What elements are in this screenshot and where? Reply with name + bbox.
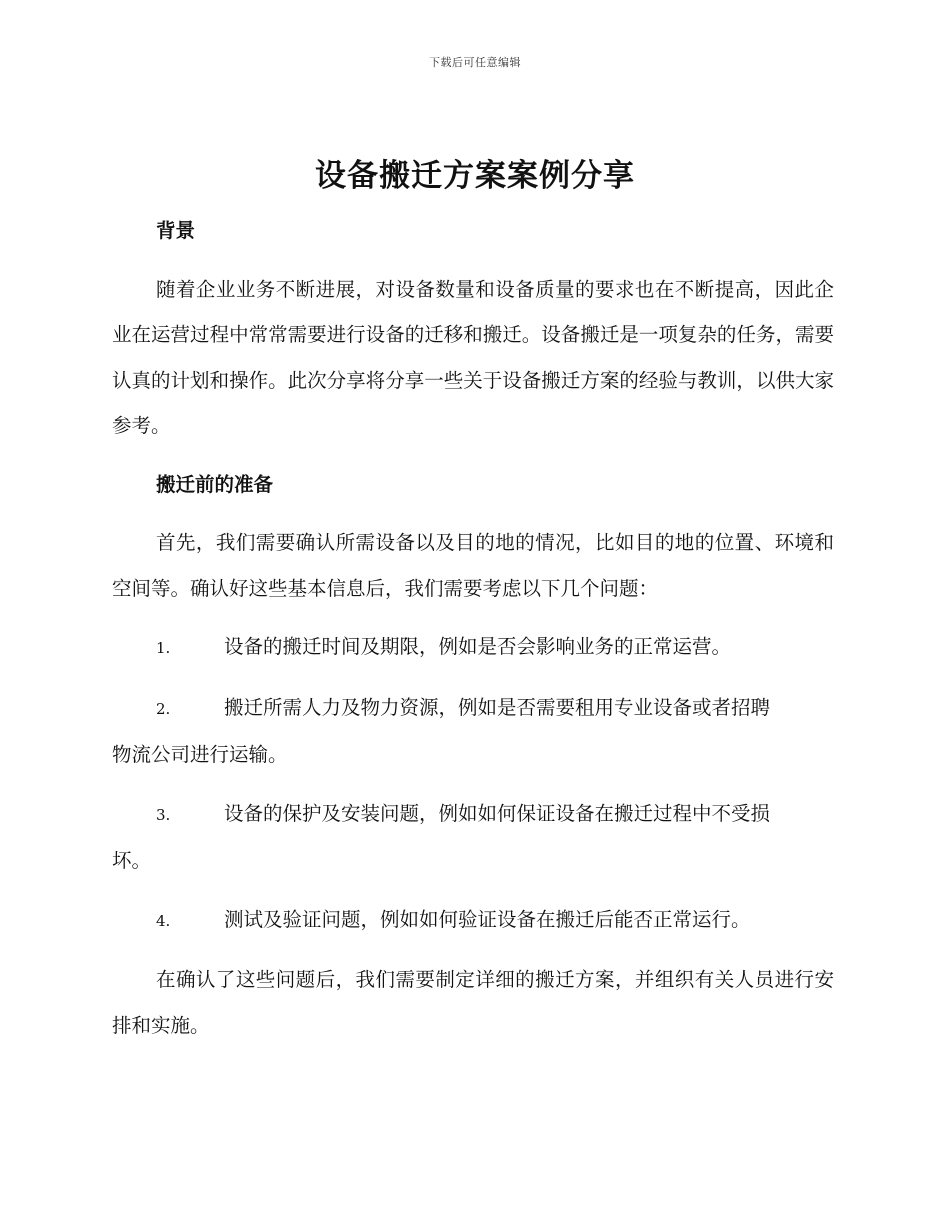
list-item [112, 624, 834, 672]
list-item-text: 设备的搬迁时间及期限，例如是否会影响业务的正常运营。 [224, 635, 732, 658]
list-item-number: 1. [156, 639, 171, 657]
list-item-number: 3. [156, 805, 171, 824]
background-paragraph: 随着企业业务不断进展，对设备数量和设备质量的要求也在不断提高，因此企业在运营过程中常常需要进行设备的迁移和搬迁。设备搬迁是一项复杂的任务，需要认真的计划和操作。此次分享将分享一些关于设备搬迁方案的经验与教训，以供大家参考。 [112, 277, 834, 437]
section-heading-preparation: 搬迁前的准备 [156, 472, 274, 496]
list-item [112, 897, 834, 945]
document-title: 设备搬迁方案案例分享 [315, 158, 635, 194]
list-item-text: 设备的保护及安装问题，例如如何保证设备在搬迁过程中不受损 [224, 801, 771, 825]
list-item-text: 搬迁所需人力及物力资源，例如是否需要租用专业设备或者招聘 [224, 695, 771, 719]
preparation-conclusion-paragraph: 在确认了这些问题后，我们需要制定详细的搬迁方案，并组织有关人员进行安排和实施。 [112, 968, 834, 1037]
header-note: 下载后可任意编辑 [429, 56, 521, 69]
list-item [112, 685, 834, 778]
list-item-number: 4. [156, 911, 171, 930]
list-item-continuation: 物流公司进行运输。 [112, 743, 288, 766]
section-heading-background: 背景 [156, 219, 196, 242]
preparation-intro-paragraph: 首先，我们需要确认所需设备以及目的地的情况，比如目的地的位置、环境和空间等。确认好这些基本信息后，我们需要考虑以下几个问题： [112, 531, 834, 600]
document-body [112, 208, 834, 1048]
list-item-text: 测试及验证问题，例如如何验证设备在搬迁后能否正常运行。 [224, 907, 751, 931]
list-item [112, 791, 834, 884]
list-item-number: 2. [156, 699, 171, 718]
list-item-continuation: 坏。 [112, 849, 152, 872]
